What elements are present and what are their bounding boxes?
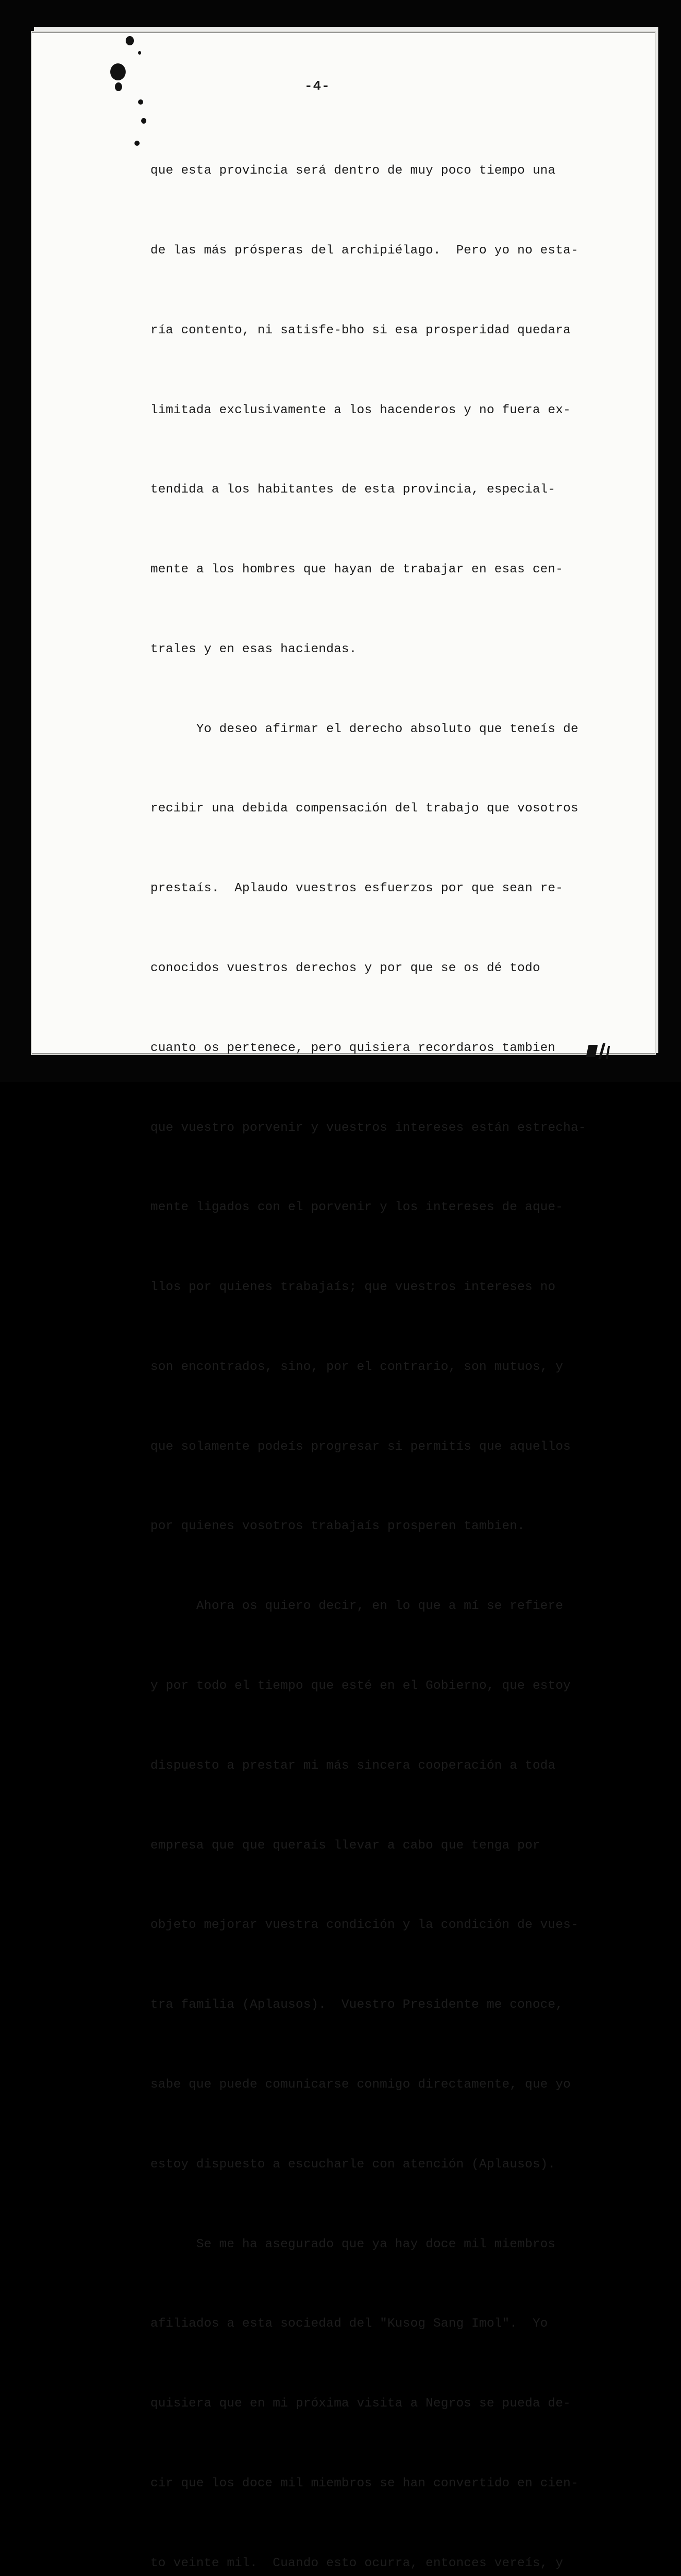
text-line: to veinte mil. Cuando esto ocurra, entonces vereís, y <box>150 2556 564 2570</box>
text-line: recibir una debida compensación del trabajo que vosotros <box>150 802 578 816</box>
ink-blot <box>115 82 122 91</box>
ink-blot <box>134 141 140 146</box>
text-line: ría contento, ni satisfe-bho si esa prosperidad quedara <box>150 323 571 337</box>
ink-blot <box>138 51 141 55</box>
text-line: tendida a los habitantes de esta provincia, especial- <box>150 483 556 497</box>
text-line: mente a los hombres que hayan de trabajar en esas cen- <box>150 563 564 577</box>
text-line: sabe que puede comunicarse conmigo directamente, que yo <box>150 2077 571 2092</box>
text-line: limitada exclusivamente a los hacenderos y no fuera ex- <box>150 403 571 417</box>
text-line: quisiera que en mi próxima visita a Negros se pueda de- <box>150 2397 571 2411</box>
text-line: que esta provincia será dentro de muy poco tiempo una <box>150 164 556 178</box>
text-line: empresa que que queraís llevar a cabo que tenga por <box>150 1838 540 1853</box>
text-line: afiliados a esta sociedad del "Kusog Sang Imol". Yo <box>150 2317 548 2331</box>
text-line: llos por quienes trabajaís; que vuestros intereses no <box>150 1280 556 1295</box>
text-line: y por todo el tiempo que esté en el Gobierno, que estoy <box>150 1679 571 1693</box>
top-edge-line <box>32 32 655 33</box>
text-line: mente ligados con el porvenir y los intereses de aque- <box>150 1200 564 1215</box>
text-line: prestaís. Aplaudo vuestros esfuerzos por que sean re- <box>150 882 564 896</box>
text-line: de las más prósperas del archipiélago. Pero yo no esta- <box>150 243 578 258</box>
text-line: Ahora os quiero decir, en lo que a mí se refiere <box>150 1599 564 1614</box>
text-line: que vuestro porvenir y vuestros intereses están estrecha- <box>150 1121 586 1135</box>
text-line: Yo deseo afirmar el derecho absoluto que teneís de <box>150 722 578 736</box>
text-line: tra familia (Aplausos). Vuestro Presidente me conoce, <box>150 1998 564 2012</box>
text-line: cuanto os pertenece, pero quisiera recordaros tambien <box>150 1041 556 1055</box>
text-line: conocidos vuestros derechos y por que se os dé todo <box>150 961 540 975</box>
page-number: -4- <box>304 78 330 94</box>
document-body <box>150 105 599 2576</box>
text-line: estoy dispuesto a escucharle con atención (Aplausos). <box>150 2157 556 2172</box>
ink-blot <box>110 63 126 80</box>
ink-blot <box>138 99 143 105</box>
text-line: trales y en esas haciendas. <box>150 642 357 656</box>
text-line: objeto mejorar vuestra condición y la condición de vues- <box>150 1918 578 1933</box>
text-line: que solamente podeís progresar si permitís que aquellos <box>150 1439 571 1454</box>
text-line: dispuesto a prestar mi más sincera cooperación a toda <box>150 1758 556 1773</box>
ink-blot <box>141 118 146 124</box>
ink-blot <box>126 36 134 45</box>
text-line: cir que los doce mil miembros se han convertido en cien- <box>150 2476 578 2490</box>
text-line: por quienes vosotros trabajaís prosperen tambien. <box>150 1519 525 1534</box>
text-line: Se me ha asegurado que ya hay doce mil miembros <box>150 2237 556 2251</box>
text-line: son encontrados, sino, por el contrario, son mutuos, y <box>150 1360 564 1374</box>
